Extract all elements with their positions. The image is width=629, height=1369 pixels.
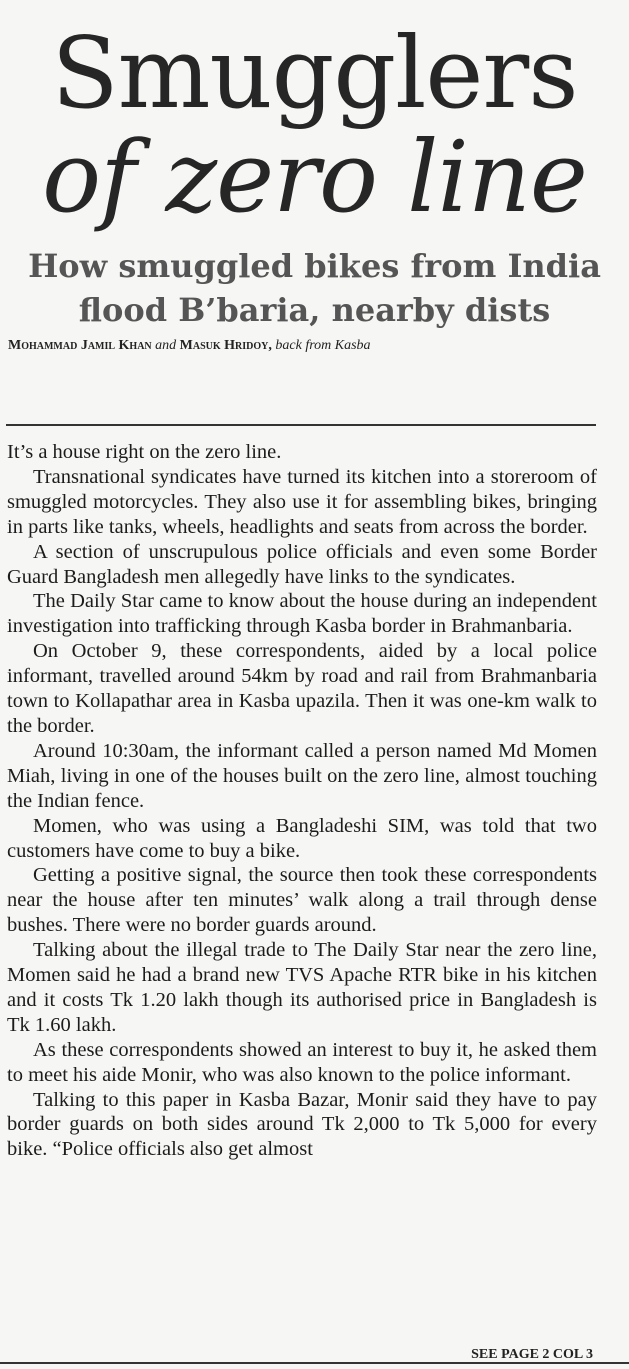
byline — [8, 338, 629, 354]
subheadline-line-1: How smuggled bikes from India — [28, 247, 601, 285]
headline-line-1: Smugglers — [51, 17, 578, 131]
subheadline-line-2: flood B’baria, nearby dists — [78, 291, 551, 329]
headline-line-2: of zero line — [42, 121, 587, 235]
continued-jump-line: SEE PAGE 2 COL 3 — [471, 1347, 593, 1362]
paragraph: On October 9, these correspondents, aided by a local police informant, travelled around 54km by road and rail from Brahmanbaria town to Kollapathar area in Kasba upazila. Then it was one-km walk to the border. — [7, 640, 597, 737]
divider-top — [6, 424, 596, 426]
subheadline — [0, 244, 629, 332]
byline-author-2: Masuk Hridoy, — [179, 338, 272, 353]
article-body — [7, 440, 597, 1162]
divider-bottom — [0, 1362, 629, 1364]
paragraph: Getting a positive signal, the source then took these correspondents near the house after ten minutes’ walk along a trail through dense bushes. There were no border guards around. — [7, 864, 597, 937]
paragraph: Talking to this paper in Kasba Bazar, Monir said they have to pay border guards on both sides around Tk 2,000 to Tk 5,000 for every bike. “Police officials also get almost — [7, 1088, 597, 1161]
paragraph: As these correspondents showed an interest to buy it, he asked them to meet his aide Monir, who was also known to the police informant. — [7, 1038, 597, 1086]
byline-location: back from Kasba — [275, 338, 371, 353]
byline-author-1: Mohammad Jamil Khan — [8, 338, 152, 353]
headline — [0, 0, 629, 234]
paragraph: The Daily Star came to know about the house during an independent investigation into trafficking through Kasba border in Brahmanbaria. — [7, 590, 597, 638]
paragraph: It’s a house right on the zero line. — [7, 441, 282, 463]
paragraph: Talking about the illegal trade to The Daily Star near the zero line, Momen said he had a brand new TVS Apache RTR bike in his kitchen and it costs Tk 1.20 lakh though its authorised price in Bangladesh is Tk 1.60 lakh. — [7, 939, 597, 1036]
paragraph: Around 10:30am, the informant called a person named Md Momen Miah, living in one of the houses built on the zero line, almost touching the Indian fence. — [7, 739, 597, 812]
byline-and: and — [155, 338, 177, 353]
paragraph: Transnational syndicates have turned its kitchen into a storeroom of smuggled motorcycles. They also use it for assembling bikes, bringing in parts like tanks, wheels, headlights and seats from across the border. — [7, 465, 597, 538]
paragraph: Momen, who was using a Bangladeshi SIM, was told that two customers have come to buy a bike. — [7, 814, 597, 862]
paragraph: A section of unscrupulous police officials and even some Border Guard Bangladesh men allegedly have links to the syndicates. — [7, 540, 597, 588]
